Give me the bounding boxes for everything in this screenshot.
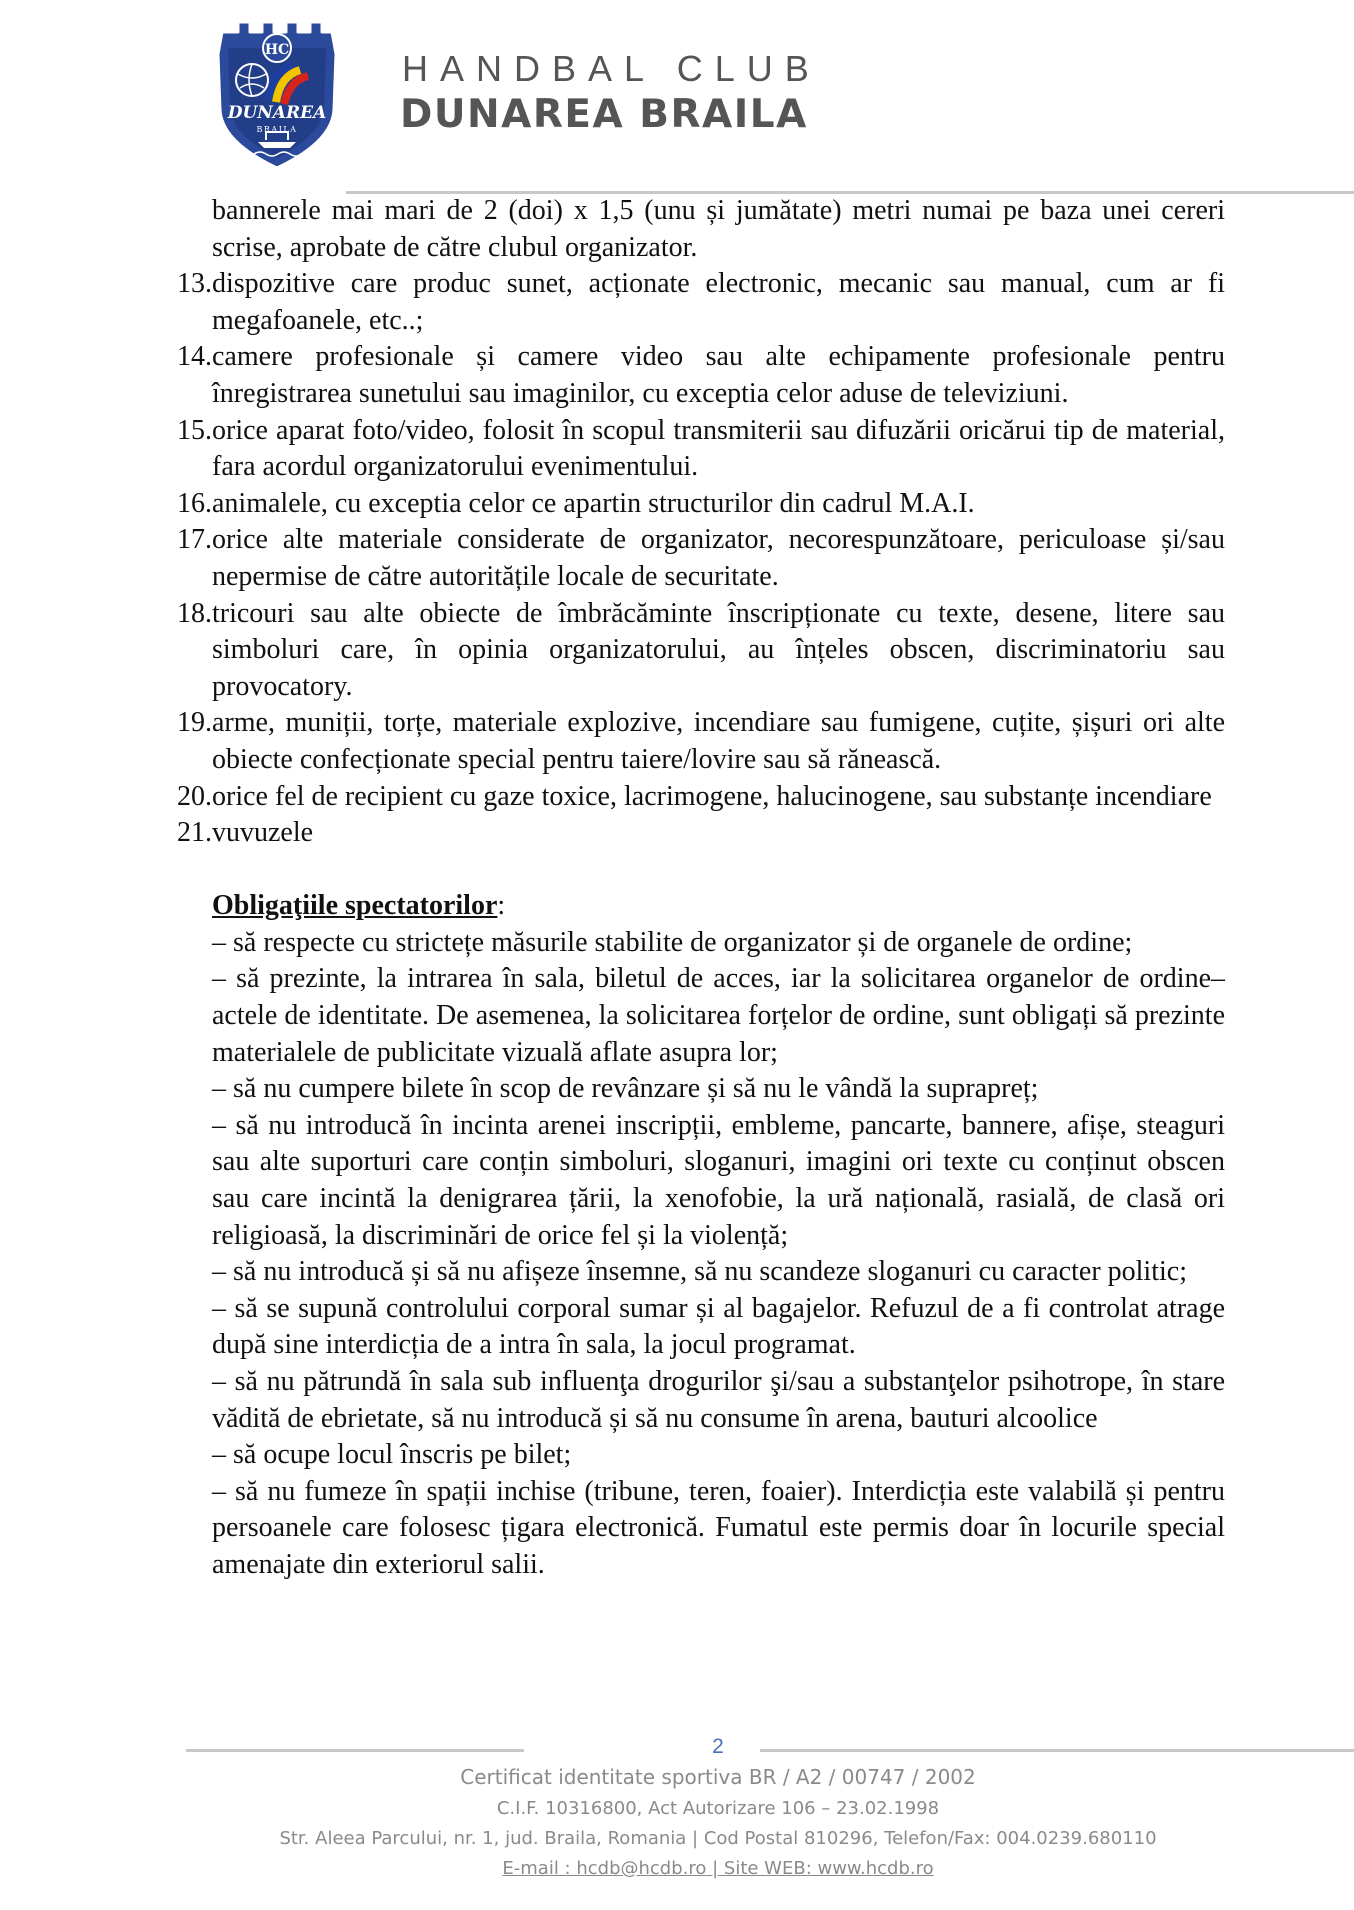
obligation-item: – să nu introducă și să nu afișeze însemne, să nu scandeze sloganuri cu caracter politic; [212,1256,1187,1288]
list-text: animalele, cu exceptia celor ce apartin structurilor din cadrul M.A.I. [212,487,975,519]
list-item [177,413,1225,486]
list-number: 14. [177,341,212,373]
page-header [0,0,1354,195]
list-number: 21. [177,817,212,849]
list-item [177,266,1225,339]
obligation-item: – să prezinte, la intrarea în sala, biletul de acces, iar la solicitarea organelor de ordine– actele de identitate. De asemenea, la solicitarea forțelor de ordine, sunt obligați să prezinte materialele de publicitate vizuală aflate asupra lor; [212,963,1225,1068]
list-number: 20. [177,780,212,812]
list-number: 13. [177,268,212,300]
obligation-item: – să respecte cu strictețe măsurile stabilite de organizator și de organele de ordine; [212,926,1133,958]
prohibited-items-list [177,266,1225,852]
obligation-item: – să ocupe locul înscris pe bilet; [212,1439,572,1471]
list-continuation: bannerele mai mari de 2 (doi) x 1,5 (unu și jumătate) metri numai pe baza unei cereri scrise, aprobate de către clubul organizator. [212,195,1225,263]
footer-divider-right [760,1749,1354,1752]
document-body [177,193,1225,1584]
footer-certificate: Certificat identitate sportiva BR / A2 / 00747 / 2002 [460,1765,976,1789]
section-heading-text: Obligaţiile spectatorilor [212,890,498,922]
list-item [177,486,1225,523]
list-number: 16. [177,487,212,519]
logo-name: DUNAREA [227,103,327,123]
footer-divider-left [186,1749,524,1752]
footer-contact-link[interactable]: E-mail : hcdb@hcdb.ro | Site WEB: www.hcdb.ro [502,1858,934,1879]
list-item [177,522,1225,595]
obligation-item: – să nu cumpere bilete în scop de revânzare și să nu le vândă la suprapreț; [212,1073,1039,1105]
list-text: orice fel de recipient cu gaze toxice, lacrimogene, halucinogene, sau substanțe incendiare [212,780,1212,812]
list-number: 17. [177,524,212,556]
obligation-item: – să nu introducă în incinta arenei inscripții, embleme, pancarte, bannere, afișe, steaguri sau alte suporturi care conțin simboluri, sloganuri, imagini ori texte cu conținut obscen sau care incintă la denigrarea țării, la xenofobie, la ură națională, rasială, de clasă ori religioasă, la discriminări de orice fel și la violență; [212,1109,1225,1251]
spacer [212,852,1225,889]
club-title-line1: HANDBAL CLUB [402,48,821,89]
obligation-item: – să se supună controlului corporal sumar și al bagajelor. Refuzul de a fi controlat atrage după sine interdicția de a intra în sala, la jocul programat. [212,1292,1225,1361]
list-text: arme, muniții, torțe, materiale explozive, incendiare sau fumigene, cuțite, șișuri ori alte obiecte confecționate special pentru taiere/lovire sau să rănească. [212,707,1225,775]
obligation-item: – să nu fumeze în spații inchise (tribune, teren, foaier). Interdicția este valabilă și pentru persoanele care folosesc țigara electronică. Fumatul este permis doar în locurile special amenajate din exteriorul salii. [212,1475,1225,1580]
obligations-list [212,925,1225,1584]
list-number: 19. [177,707,212,739]
list-item [177,779,1225,816]
list-item [177,339,1225,412]
footer-fiscal-code: C.I.F. 10316800, Act Autorizare 106 – 23.02.1998 [496,1798,940,1819]
list-item [177,596,1225,706]
list-text: tricouri sau alte obiecte de îmbrăcăminte înscripționate cu texte, desene, litere sau simboluri care, în opinia organizatorului, au înțeles obscen, discriminatoriu sau provocatory. [212,597,1225,702]
logo-initials: HC [264,42,290,58]
list-text: orice aparat foto/video, folosit în scopul transmiterii sau difuzării oricărui tip de material, fara acordul organizatorului evenimentului. [212,414,1225,483]
list-text: dispozitive care produc sunet, acționate electronic, mecanic sau manual, cum ar fi megafoanele, etc..; [212,268,1225,336]
obligation-item: – să nu pătrundă în sala sub influenţa drogurilor şi/sau a substanţelor psihotrope, în stare vădită de ebrietate, să nu introducă și să nu consume în arena, bauturi alcoolice [212,1366,1225,1434]
list-item [177,705,1225,778]
list-item [177,815,1225,852]
list-text: vuvuzele [212,817,314,849]
section-heading [212,888,1225,925]
list-text: orice alte materiale considerate de organizator, necorespunzătoare, periculoase și/sau nepermise de către autoritățile locale de securitate. [212,524,1225,592]
club-logo-icon [208,14,346,174]
logo-city: BRAILA [256,125,298,134]
list-number: 18. [177,597,212,629]
list-text: camere profesionale și camere video sau alte echipamente profesionale pentru înregistrarea sunetului sau imaginilor, cu exceptia celor aduse de televiziuni. [212,341,1225,409]
section-heading-colon: : [497,890,506,922]
club-title-line2: DUNAREA BRAILA [400,92,808,137]
page-number: 2 [712,1735,724,1758]
footer-address: Str. Aleea Parcului, nr. 1, jud. Braila, Romania | Cod Postal 810296, Telefon/Fax: 004.0239.680110 [279,1828,1157,1849]
list-number: 15. [177,414,212,446]
